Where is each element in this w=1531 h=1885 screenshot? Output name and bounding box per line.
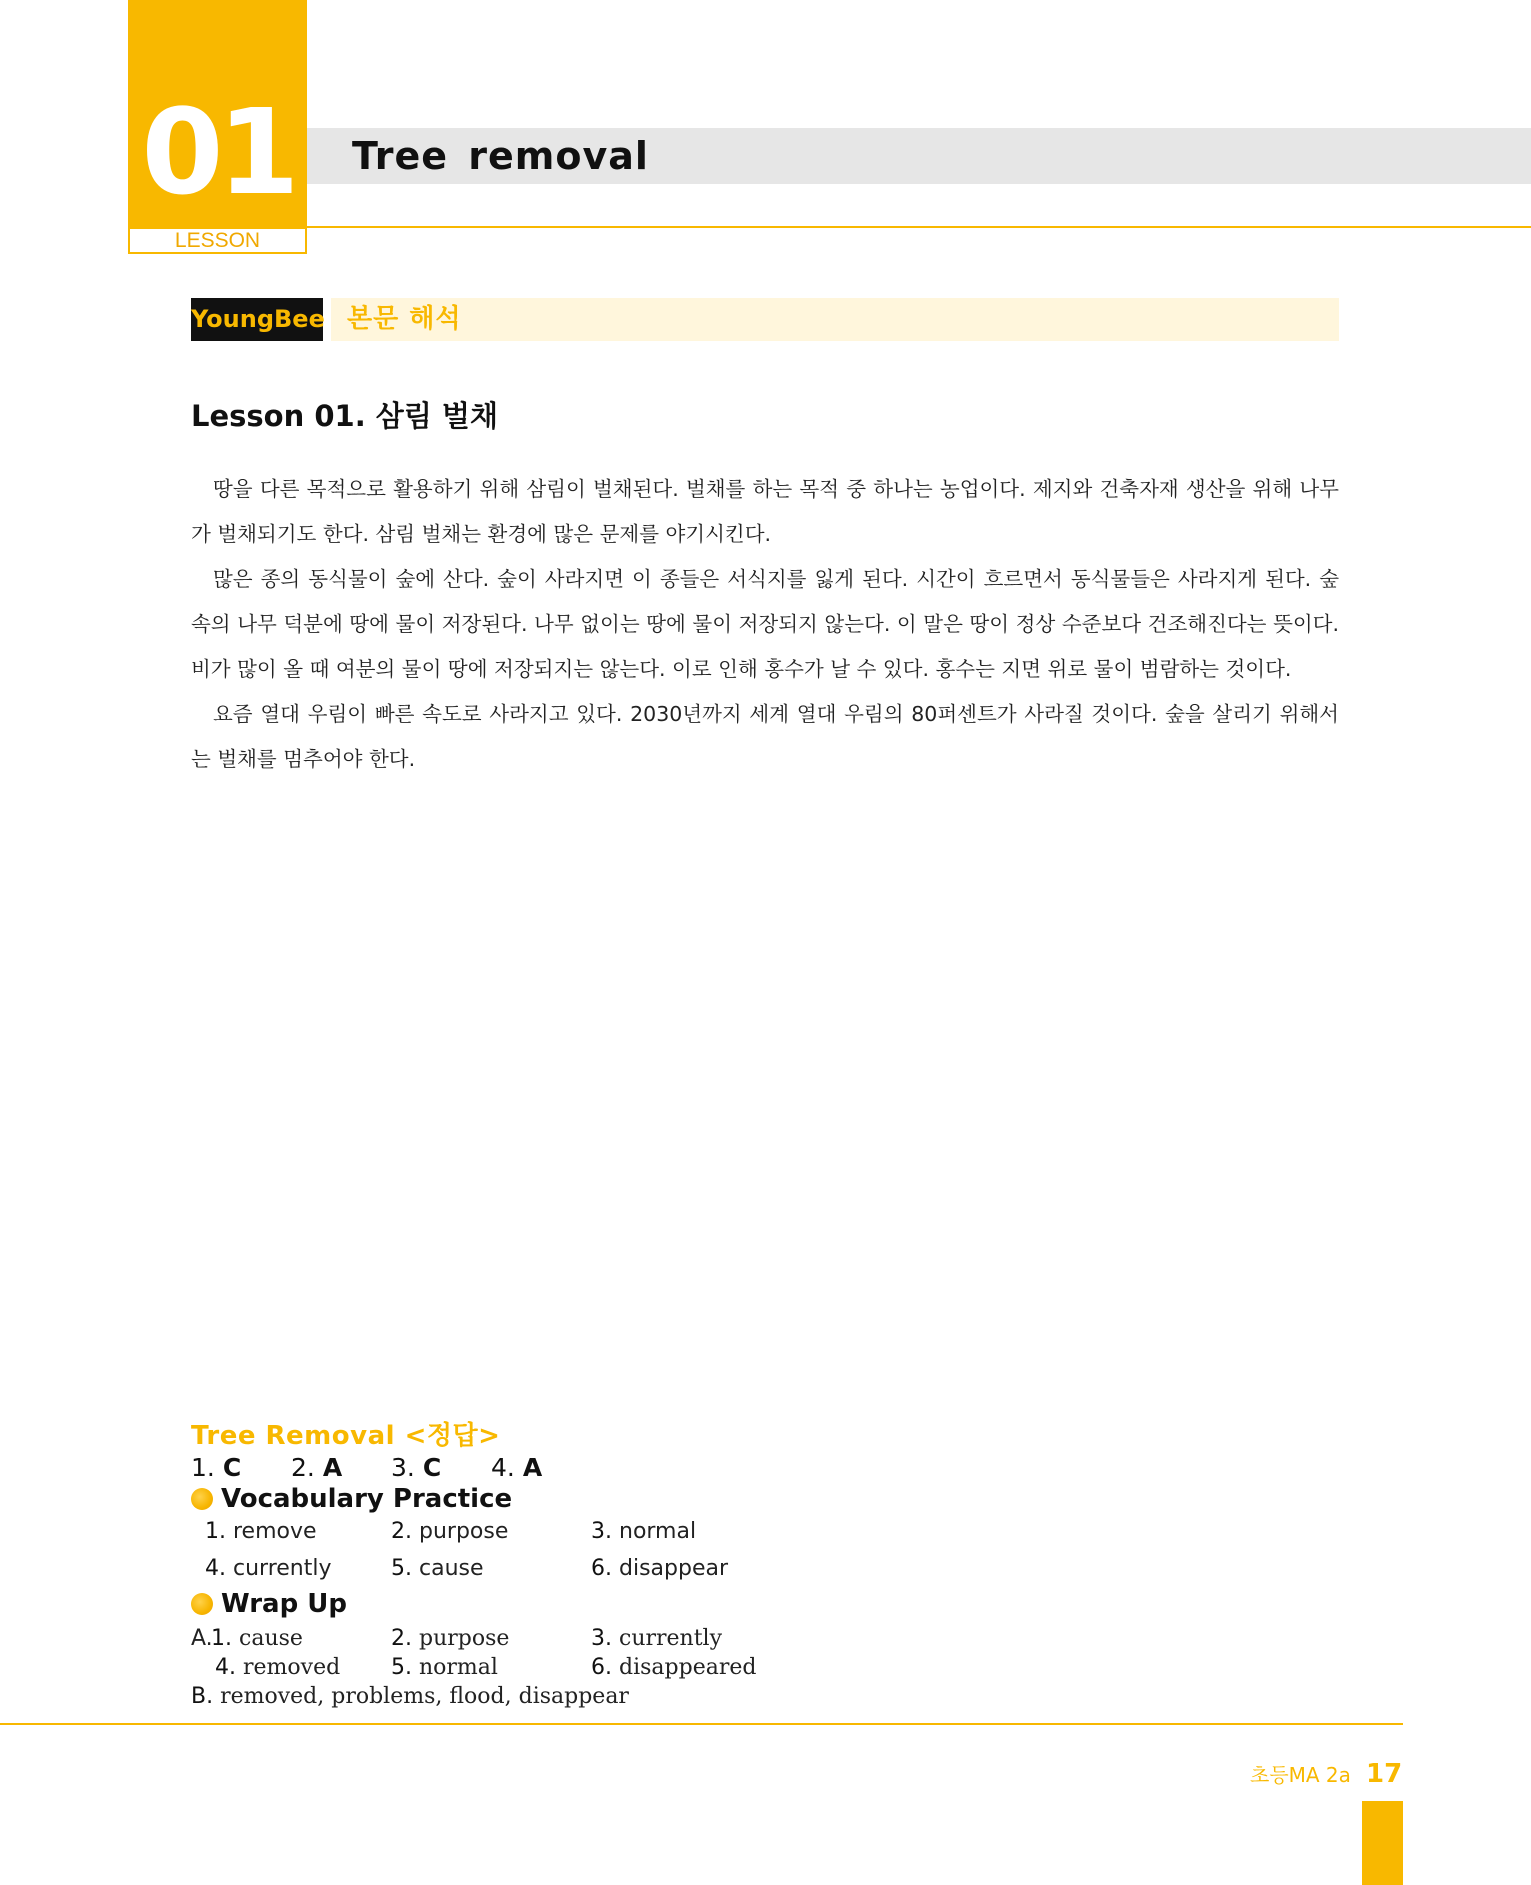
page-title: Tree removal: [352, 134, 649, 178]
wrap-answer-a3: 3. currently: [591, 1626, 723, 1651]
vocab-answer-5: 5. cause: [391, 1556, 484, 1581]
passage: [191, 467, 1339, 782]
multiple-choice-answers: [191, 1452, 591, 1484]
passage-paragraph-1: 땅을 다른 목적으로 활용하기 위해 삼림이 벌채된다. 벌채를 하는 목적 중 하나는 농업이다. 제지와 건축자재 생산을 위해 나무가 벌채되기도 한다. 삼림 벌채는 환경에 많은 문제를 야기시킨다.: [191, 477, 1339, 546]
vocabulary-answers: [191, 1517, 791, 1587]
wrap-answer-a6: 6. disappeared: [591, 1655, 757, 1680]
lesson-heading: Lesson 01. 삼림 벌채: [191, 399, 498, 433]
book-title: 초등MA 2a: [1250, 1763, 1351, 1787]
wrap-up-part-b: B. removed, problems, flood, disappear: [191, 1684, 629, 1709]
footer-divider: [0, 1723, 1403, 1725]
vocab-answer-4: 4. currently: [205, 1556, 332, 1581]
lesson-number: 01: [141, 83, 294, 221]
vocabulary-heading: Vocabulary Practice: [191, 1483, 512, 1515]
vocab-answer-3: 3. normal: [591, 1519, 697, 1544]
answer-key-title: Tree Removal <정답>: [191, 1421, 501, 1451]
header-divider: [307, 226, 1531, 228]
bullet-dot-icon: [191, 1593, 213, 1615]
vocab-answer-6: 6. disappear: [591, 1556, 729, 1581]
wrap-answer-a5: 5. normal: [391, 1655, 498, 1680]
wrap-up-part-a-label: A.: [191, 1626, 213, 1651]
wrap-answer-a4: 4. removed: [215, 1655, 341, 1680]
vocab-answer-2: 2. purpose: [391, 1519, 509, 1544]
page-tab: [1362, 1801, 1403, 1885]
lesson-label: LESSON: [128, 227, 307, 254]
wrap-up-heading: Wrap Up: [191, 1588, 347, 1620]
wrap-answer-a1: 1. cause: [211, 1626, 303, 1651]
mc-answer-2: 2. A: [291, 1453, 343, 1482]
passage-paragraph-2: 많은 종의 동식물이 숲에 산다. 숲이 사라지면 이 종들은 서식지를 잃게 된다. 시간이 흐르면서 동식물들은 사라지게 된다. 숲 속의 나무 덕분에 땅에 물이 저장된다. 나무 없이는 땅에 물이 저장되지 않는다. 이 말은 땅이 정상 수준보다 건조해진다는 뜻이다. 비가 많이 올 때 여분의 물이 땅에 저장되지는 않는다. 이로 인해 홍수가 날 수 있다. 홍수는 지면 위로 물이 범람하는 것이다.: [191, 567, 1339, 681]
mc-answer-4: 4. A: [491, 1453, 543, 1482]
passage-paragraph-3: 요즘 열대 우림이 빠른 속도로 사라지고 있다. 2030년까지 세계 열대 우림의 80퍼센트가 사라질 것이다. 숲을 살리기 위해서는 벌채를 멈추어야 한다.: [191, 702, 1339, 771]
section-title: 본문 해석: [347, 304, 462, 334]
wrap-up-answers: [191, 1624, 811, 1714]
mc-answer-1: 1. C: [191, 1453, 242, 1482]
mc-answer-3: 3. C: [391, 1453, 442, 1482]
wrap-answer-a2: 2. purpose: [391, 1626, 510, 1651]
section-band: [331, 298, 1339, 341]
brand-badge: YoungBee: [191, 298, 323, 341]
page-number: 17: [1366, 1759, 1403, 1789]
bullet-dot-icon: [191, 1488, 213, 1510]
vocab-answer-1: 1. remove: [205, 1519, 317, 1544]
